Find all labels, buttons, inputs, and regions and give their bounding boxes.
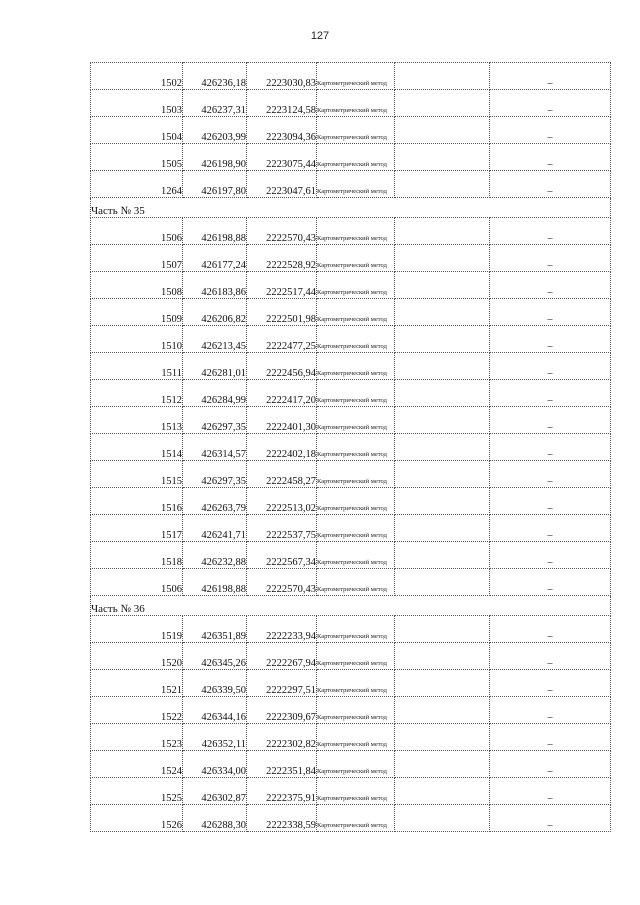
y-coordinate-cell: 2222501,98	[247, 299, 317, 326]
y-coordinate-cell: 2222351,84	[247, 751, 317, 778]
point-id-cell: 1506	[91, 218, 183, 245]
table-row	[91, 218, 611, 245]
part-header-row	[91, 596, 611, 616]
method-cell: Картометрический метод	[317, 697, 395, 724]
error-cell: –	[490, 380, 611, 407]
y-coordinate-cell: 2222477,25	[247, 326, 317, 353]
x-coordinate-cell: 426284,99	[183, 380, 247, 407]
method-cell: Картометрический метод	[317, 117, 395, 144]
empty-cell	[395, 299, 490, 326]
y-coordinate-cell: 2222567,34	[247, 542, 317, 569]
empty-cell	[395, 90, 490, 117]
y-coordinate-cell: 2223094,36	[247, 117, 317, 144]
method-cell: Картометрический метод	[317, 778, 395, 805]
point-id-cell: 1513	[91, 407, 183, 434]
point-id-cell: 1510	[91, 326, 183, 353]
point-id-cell: 1525	[91, 778, 183, 805]
point-id-cell: 1505	[91, 144, 183, 171]
empty-cell	[395, 353, 490, 380]
empty-cell	[395, 569, 490, 596]
error-cell: –	[490, 778, 611, 805]
x-coordinate-cell: 426206,82	[183, 299, 247, 326]
point-id-cell: 1502	[91, 63, 183, 90]
y-coordinate-cell: 2222338,59	[247, 805, 317, 832]
point-id-cell: 1507	[91, 245, 183, 272]
method-cell: Картометрический метод	[317, 272, 395, 299]
empty-cell	[395, 643, 490, 670]
y-coordinate-cell: 2222267,94	[247, 643, 317, 670]
table-row	[91, 805, 611, 832]
empty-cell	[395, 670, 490, 697]
table-row	[91, 90, 611, 117]
x-coordinate-cell: 426345,26	[183, 643, 247, 670]
y-coordinate-cell: 2222456,94	[247, 353, 317, 380]
x-coordinate-cell: 426213,45	[183, 326, 247, 353]
table-row	[91, 643, 611, 670]
error-cell: –	[490, 63, 611, 90]
error-cell: –	[490, 144, 611, 171]
table-row	[91, 461, 611, 488]
method-cell: Картометрический метод	[317, 245, 395, 272]
x-coordinate-cell: 426314,57	[183, 434, 247, 461]
empty-cell	[395, 616, 490, 643]
table-row	[91, 245, 611, 272]
x-coordinate-cell: 426198,88	[183, 218, 247, 245]
y-coordinate-cell: 2222309,67	[247, 697, 317, 724]
x-coordinate-cell: 426198,90	[183, 144, 247, 171]
point-id-cell: 1523	[91, 724, 183, 751]
x-coordinate-cell: 426241,71	[183, 515, 247, 542]
x-coordinate-cell: 426237,31	[183, 90, 247, 117]
point-id-cell: 1514	[91, 434, 183, 461]
table-row	[91, 724, 611, 751]
point-id-cell: 1516	[91, 488, 183, 515]
x-coordinate-cell: 426197,80	[183, 171, 247, 198]
method-cell: Картометрический метод	[317, 299, 395, 326]
table-row	[91, 616, 611, 643]
coordinates-table-body	[91, 63, 611, 832]
table-row	[91, 569, 611, 596]
y-coordinate-cell: 2222375,91	[247, 778, 317, 805]
method-cell: Картометрический метод	[317, 670, 395, 697]
method-cell: Картометрический метод	[317, 643, 395, 670]
table-row	[91, 144, 611, 171]
y-coordinate-cell: 2223124,58	[247, 90, 317, 117]
method-cell: Картометрический метод	[317, 171, 395, 198]
coordinates-table	[90, 62, 611, 832]
error-cell: –	[490, 670, 611, 697]
empty-cell	[395, 144, 490, 171]
error-cell: –	[490, 569, 611, 596]
x-coordinate-cell: 426302,87	[183, 778, 247, 805]
error-cell: –	[490, 117, 611, 144]
empty-cell	[395, 751, 490, 778]
y-coordinate-cell: 2222401,30	[247, 407, 317, 434]
empty-cell	[395, 380, 490, 407]
point-id-cell: 1521	[91, 670, 183, 697]
y-coordinate-cell: 2223047,61	[247, 171, 317, 198]
empty-cell	[395, 542, 490, 569]
method-cell: Картометрический метод	[317, 353, 395, 380]
y-coordinate-cell: 2222528,92	[247, 245, 317, 272]
y-coordinate-cell: 2222513,02	[247, 488, 317, 515]
point-id-cell: 1509	[91, 299, 183, 326]
x-coordinate-cell: 426183,86	[183, 272, 247, 299]
error-cell: –	[490, 805, 611, 832]
method-cell: Картометрический метод	[317, 434, 395, 461]
table-row	[91, 63, 611, 90]
y-coordinate-cell: 2222570,43	[247, 569, 317, 596]
error-cell: –	[490, 299, 611, 326]
error-cell: –	[490, 171, 611, 198]
point-id-cell: 1503	[91, 90, 183, 117]
empty-cell	[395, 461, 490, 488]
method-cell: Картометрический метод	[317, 90, 395, 117]
point-id-cell: 1526	[91, 805, 183, 832]
error-cell: –	[490, 751, 611, 778]
point-id-cell: 1508	[91, 272, 183, 299]
table-row	[91, 380, 611, 407]
empty-cell	[395, 434, 490, 461]
method-cell: Картометрический метод	[317, 616, 395, 643]
y-coordinate-cell: 2222537,75	[247, 515, 317, 542]
method-cell: Картометрический метод	[317, 751, 395, 778]
table-row	[91, 542, 611, 569]
empty-cell	[395, 218, 490, 245]
x-coordinate-cell: 426352,11	[183, 724, 247, 751]
method-cell: Картометрический метод	[317, 407, 395, 434]
point-id-cell: 1519	[91, 616, 183, 643]
y-coordinate-cell: 2222297,51	[247, 670, 317, 697]
x-coordinate-cell: 426281,01	[183, 353, 247, 380]
method-cell: Картометрический метод	[317, 488, 395, 515]
error-cell: –	[490, 461, 611, 488]
x-coordinate-cell: 426236,18	[183, 63, 247, 90]
table-row	[91, 326, 611, 353]
y-coordinate-cell: 2222417,20	[247, 380, 317, 407]
point-id-cell: 1520	[91, 643, 183, 670]
table-row	[91, 299, 611, 326]
method-cell: Картометрический метод	[317, 542, 395, 569]
table-row	[91, 117, 611, 144]
table-row	[91, 171, 611, 198]
x-coordinate-cell: 426351,89	[183, 616, 247, 643]
table-row	[91, 778, 611, 805]
point-id-cell: 1515	[91, 461, 183, 488]
error-cell: –	[490, 90, 611, 117]
empty-cell	[395, 63, 490, 90]
x-coordinate-cell: 426288,30	[183, 805, 247, 832]
error-cell: –	[490, 697, 611, 724]
y-coordinate-cell: 2222233,94	[247, 616, 317, 643]
method-cell: Картометрический метод	[317, 569, 395, 596]
x-coordinate-cell: 426339,50	[183, 670, 247, 697]
point-id-cell: 1518	[91, 542, 183, 569]
empty-cell	[395, 515, 490, 542]
empty-cell	[395, 724, 490, 751]
point-id-cell: 1524	[91, 751, 183, 778]
method-cell: Картометрический метод	[317, 63, 395, 90]
empty-cell	[395, 778, 490, 805]
x-coordinate-cell: 426177,24	[183, 245, 247, 272]
y-coordinate-cell: 2222517,44	[247, 272, 317, 299]
part-label: Часть № 36	[91, 596, 611, 616]
method-cell: Картометрический метод	[317, 218, 395, 245]
y-coordinate-cell: 2222458,27	[247, 461, 317, 488]
error-cell: –	[490, 643, 611, 670]
empty-cell	[395, 245, 490, 272]
x-coordinate-cell: 426344,16	[183, 697, 247, 724]
y-coordinate-cell: 2222402,18	[247, 434, 317, 461]
table-row	[91, 751, 611, 778]
point-id-cell: 1512	[91, 380, 183, 407]
x-coordinate-cell: 426232,88	[183, 542, 247, 569]
table-row	[91, 697, 611, 724]
x-coordinate-cell: 426198,88	[183, 569, 247, 596]
error-cell: –	[490, 245, 611, 272]
empty-cell	[395, 326, 490, 353]
error-cell: –	[490, 272, 611, 299]
y-coordinate-cell: 2223030,83	[247, 63, 317, 90]
table-row	[91, 434, 611, 461]
error-cell: –	[490, 542, 611, 569]
method-cell: Картометрический метод	[317, 461, 395, 488]
y-coordinate-cell: 2223075,44	[247, 144, 317, 171]
error-cell: –	[490, 407, 611, 434]
x-coordinate-cell: 426297,35	[183, 407, 247, 434]
page-number: 127	[310, 30, 330, 42]
method-cell: Картометрический метод	[317, 724, 395, 751]
point-id-cell: 1504	[91, 117, 183, 144]
x-coordinate-cell: 426297,35	[183, 461, 247, 488]
empty-cell	[395, 697, 490, 724]
error-cell: –	[490, 434, 611, 461]
table-row	[91, 670, 611, 697]
error-cell: –	[490, 488, 611, 515]
method-cell: Картометрический метод	[317, 144, 395, 171]
part-header-row	[91, 198, 611, 218]
table-row	[91, 488, 611, 515]
method-cell: Картометрический метод	[317, 326, 395, 353]
x-coordinate-cell: 426334,00	[183, 751, 247, 778]
method-cell: Картометрический метод	[317, 805, 395, 832]
error-cell: –	[490, 353, 611, 380]
error-cell: –	[490, 218, 611, 245]
table-row	[91, 407, 611, 434]
y-coordinate-cell: 2222302,82	[247, 724, 317, 751]
error-cell: –	[490, 326, 611, 353]
empty-cell	[395, 272, 490, 299]
part-label: Часть № 35	[91, 198, 611, 218]
method-cell: Картометрический метод	[317, 515, 395, 542]
point-id-cell: 1511	[91, 353, 183, 380]
x-coordinate-cell: 426263,79	[183, 488, 247, 515]
error-cell: –	[490, 515, 611, 542]
point-id-cell: 1522	[91, 697, 183, 724]
empty-cell	[395, 805, 490, 832]
point-id-cell: 1506	[91, 569, 183, 596]
empty-cell	[395, 488, 490, 515]
y-coordinate-cell: 2222570,43	[247, 218, 317, 245]
error-cell: –	[490, 616, 611, 643]
table-row	[91, 515, 611, 542]
x-coordinate-cell: 426203,99	[183, 117, 247, 144]
point-id-cell: 1264	[91, 171, 183, 198]
table-row	[91, 272, 611, 299]
method-cell: Картометрический метод	[317, 380, 395, 407]
point-id-cell: 1517	[91, 515, 183, 542]
error-cell: –	[490, 724, 611, 751]
empty-cell	[395, 407, 490, 434]
table-row	[91, 353, 611, 380]
empty-cell	[395, 171, 490, 198]
empty-cell	[395, 117, 490, 144]
